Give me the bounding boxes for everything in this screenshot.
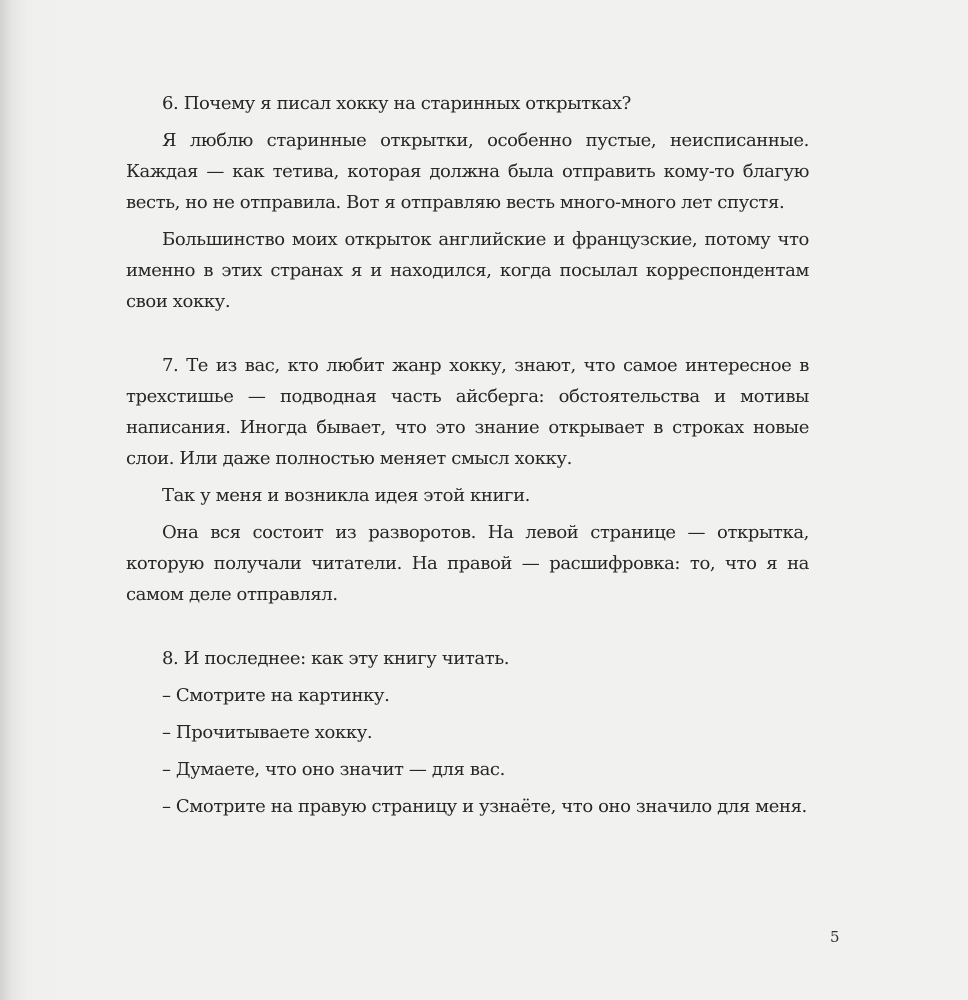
paragraph-postcards: Я люблю старинные открытки, особенно пустые, неисписанные. Каждая — как тетива, которая должна была отправить кому-то благую весть, но не отправила. Вот я отправляю весть много-много лет спустя.: [126, 130, 809, 213]
paragraph-english-french: Большинство моих открыток английские и французские, потому что именно в этих странах я и находился, когда посылал корреспондентам свои хокку.: [126, 229, 809, 312]
paragraph-spreads: Она вся состоит из разворотов. На левой странице — открытка, которую получали читатели. На правой — расшифровка: то, что я на самом деле отправлял.: [126, 522, 809, 605]
instruction-item: – Прочитываете хокку.: [162, 722, 373, 743]
question-8-heading: 8. И последнее: как эту книгу читать.: [162, 648, 510, 669]
paragraph-book-idea: Так у меня и возникла идея этой книги.: [162, 485, 530, 506]
page-number: 5: [830, 928, 840, 946]
instruction-item: – Думаете, что оно значит — для вас.: [162, 759, 505, 780]
question-7-paragraph: 7. Те из вас, кто любит жанр хокку, знают, что самое интересное в трехстишье — подводная часть айсберга: обстоятельства и мотивы написания. Иногда бывает, что это знание открывает в строках новые слои. Или даже полностью меняет смысл хокку.: [126, 355, 809, 469]
question-6-heading: 6. Почему я писал хокку на старинных открытках?: [162, 93, 631, 114]
instruction-item: – Смотрите на картинку.: [162, 685, 390, 706]
instruction-item: – Смотрите на правую страницу и узнаёте, что оно значило для меня.: [162, 796, 807, 817]
page-text: [126, 88, 809, 822]
